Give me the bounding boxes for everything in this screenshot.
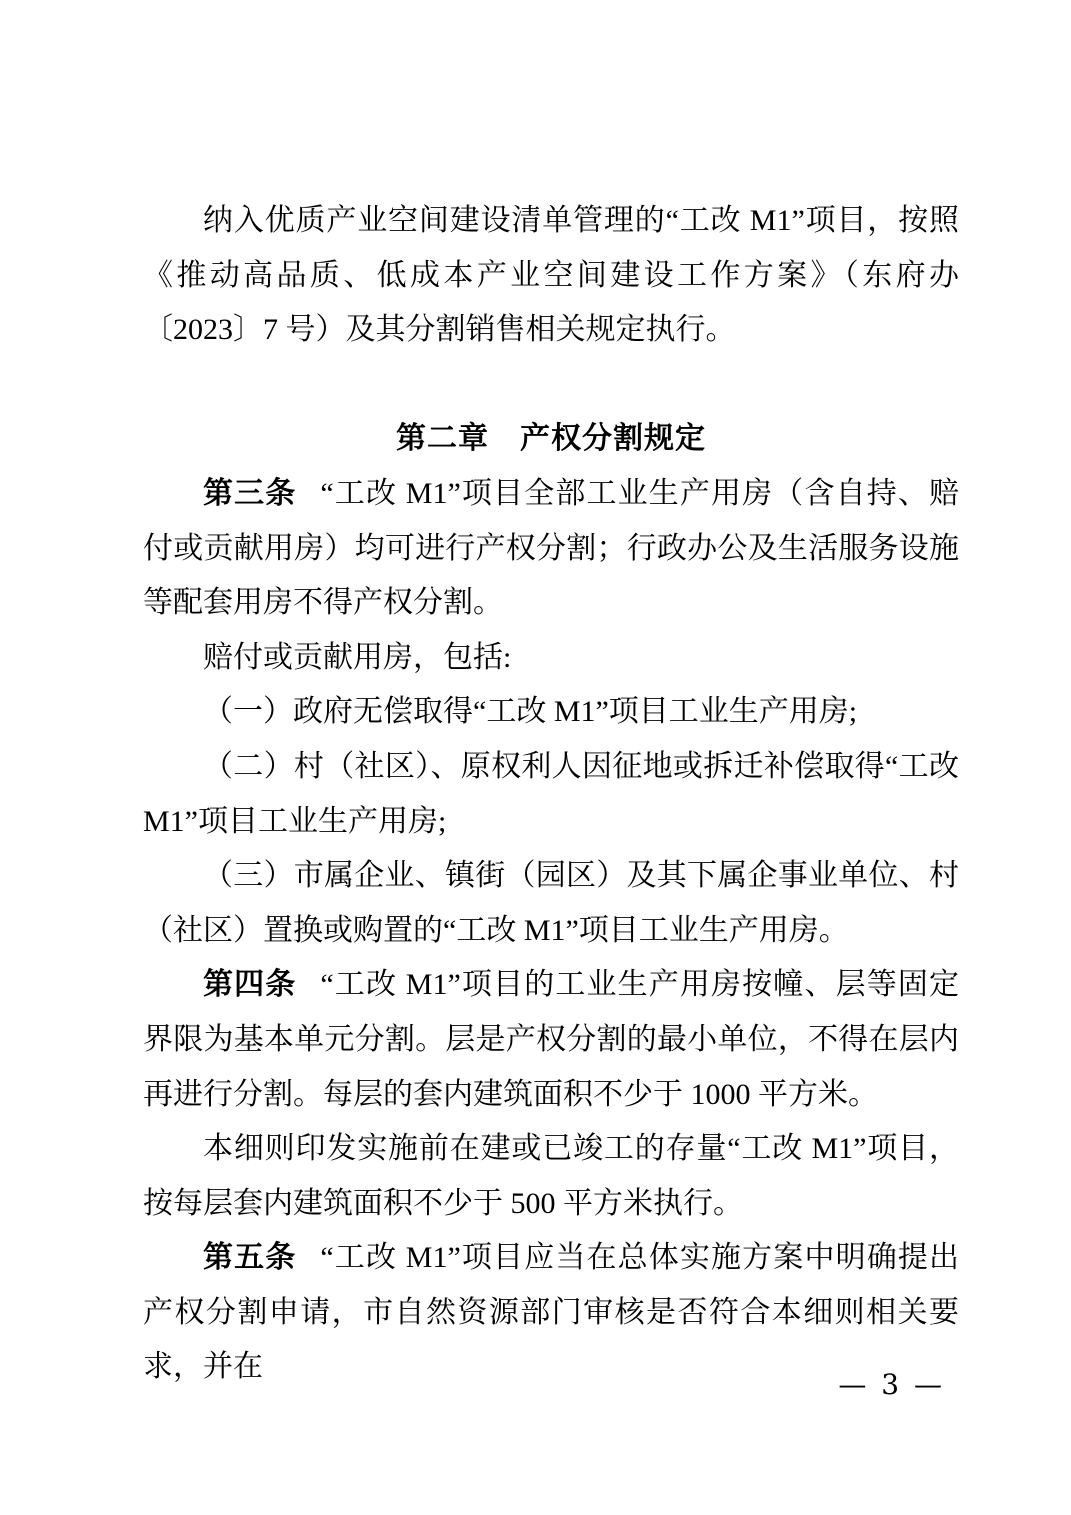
list-item-2: （二）村（社区）、原权利人因征地或拆迁补偿取得“工改 M1”项目工业生产用房; <box>143 749 959 838</box>
article-5-paragraph <box>143 1231 959 1395</box>
article-4-text: “工改 M1”项目的工业生产用房按幢、层等固定界限为基本单元分割。层是产权分割的最小单位，不得在层内再进行分割。每层的套内建筑面积不少于 1000 平方米。 <box>143 968 959 1111</box>
paragraph-compensation-intro: 赔付或贡献用房，包括: <box>203 640 512 674</box>
page-number: — 3 — <box>838 1368 945 1401</box>
article-5-text: “工改 M1”项目应当在总体实施方案中明确提出产权分割申请，市自然资源部门审核是否符合本细则相关要求，并在 <box>143 1241 959 1384</box>
list-item-1: （一）政府无偿取得“工改 M1”项目工业生产用房; <box>203 695 858 729</box>
article-3-text: “工改 M1”项目全部工业生产用房（含自持、赔付或贡献用房）均可进行产权分割；行政办公及生活服务设施等配套用房不得产权分割。 <box>143 476 959 620</box>
article-3-label: 第三条 <box>203 476 297 510</box>
paragraph-intro: 纳入优质产业空间建设清单管理的“工改 M1”项目，按照《推动高品质、低成本产业空间建设工作方案》（东府办〔2023〕7 号）及其分割销售相关规定执行。 <box>143 204 959 347</box>
paragraph-existing-projects: 本细则印发实施前在建或已竣工的存量“工改 M1”项目，按每层套内建筑面积不少于 500 平方米执行。 <box>143 1132 959 1220</box>
article-5-label: 第五条 <box>203 1241 297 1275</box>
article-3-paragraph <box>143 467 959 631</box>
article-4-paragraph <box>143 958 959 1122</box>
article-4-label: 第四条 <box>203 968 297 1002</box>
document-body <box>143 194 959 1395</box>
chapter-heading: 第二章 产权分割规定 <box>396 422 706 456</box>
list-item-3: （三）市属企业、镇街（园区）及其下属企事业单位、村（社区）置换或购置的“工改 M1”项目工业生产用房。 <box>143 859 959 947</box>
